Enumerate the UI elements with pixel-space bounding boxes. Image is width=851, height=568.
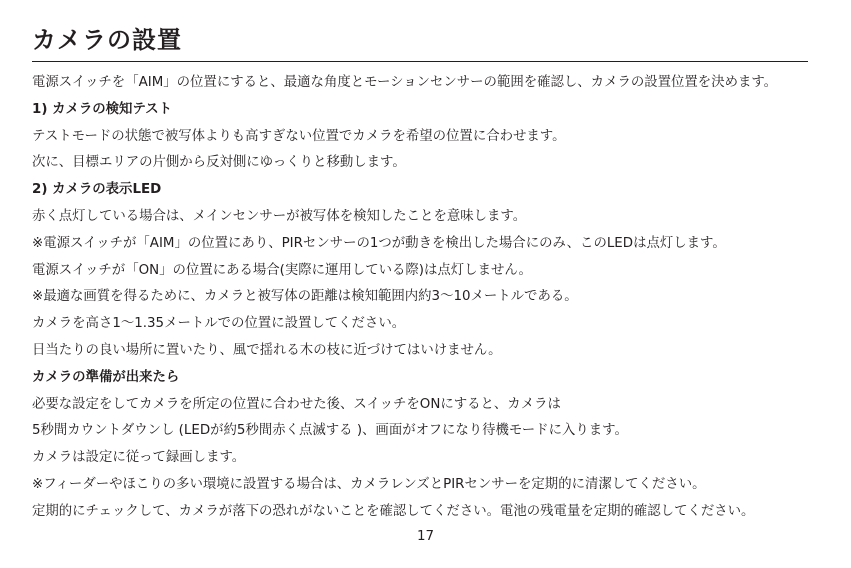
- body-line: テストモードの状態で被写体よりも高すぎない位置でカメラを希望の位置に合わせます。: [32, 128, 566, 144]
- title-divider: [32, 61, 808, 62]
- note-line: ※最適な画質を得るために、カメラと被写体の距離は検知範囲内約3〜10メートルである。: [32, 289, 578, 305]
- body-line: 赤く点灯している場合は、メインセンサーが被写体を検知したことを意味します。: [32, 208, 527, 224]
- note-line: ※フィーダーやほこりの多い環境に設置する場合は、カメラレンズとPIRセンサーを定期的に清潔してください。: [32, 476, 706, 492]
- body-line: 5秒間カウントダウンし (LEDが約5秒間赤く点滅する )、画面がオフになり待機モードに入ります。: [32, 423, 628, 439]
- body-line: 電源スイッチを「AIM」の位置にすると、最適な角度とモーションセンサーの範囲を確認し、カメラの設置位置を決めます。: [32, 75, 778, 90]
- page-number: 17: [416, 529, 435, 544]
- section-heading: カメラの準備が出来たら: [32, 369, 180, 385]
- body-line: 次に、目標エリアの片側から反対側にゆっくりと移動します。: [32, 155, 406, 171]
- document-body: [32, 70, 822, 526]
- body-line: 定期的にチェックして、カメラが落下の恐れがないことを確認してください。電池の残電量を定期的確認してください。: [32, 503, 755, 519]
- body-line: 日当たりの良い場所に置いたり、風で揺れる木の枝に近づけてはいけません。: [32, 342, 502, 358]
- body-line: 電源スイッチが「ON」の位置にある場合(実際に運用している際)は点灯しません。: [32, 262, 532, 278]
- body-line: 必要な設定をしてカメラを所定の位置に合わせた後、スイッチをONにすると、カメラは: [32, 396, 561, 412]
- section-heading: 2) カメラの表示LED: [32, 182, 162, 198]
- body-line: カメラは設定に従って録画します。: [32, 450, 246, 466]
- page-title: カメラの設置: [32, 26, 182, 54]
- section-heading: 1) カメラの検知テスト: [32, 101, 173, 117]
- note-line: ※電源スイッチが「AIM」の位置にあり、PIRセンサーの1つが動きを検出した場合にのみ、このLEDは点灯します。: [32, 235, 726, 251]
- body-line: カメラを高さ1〜1.35メートルでの位置に設置してください。: [32, 316, 406, 332]
